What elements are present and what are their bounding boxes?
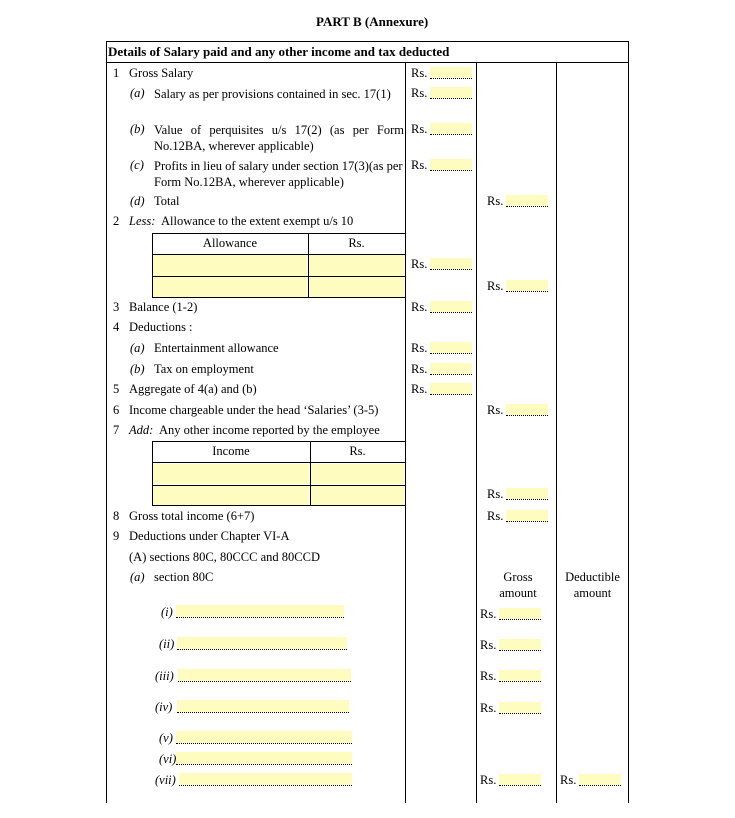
item-9-label: Deductions under Chapter VI-A <box>129 529 290 543</box>
amount-field[interactable] <box>499 774 541 786</box>
amount-field[interactable] <box>499 639 541 651</box>
income-row-2-amount[interactable] <box>311 486 405 505</box>
currency-label: Rs. <box>487 509 504 523</box>
amount-field[interactable] <box>430 67 472 79</box>
allow-rs-header: Rs. <box>348 236 365 250</box>
sub-iii-field[interactable] <box>178 669 351 682</box>
amount-field[interactable] <box>430 87 472 99</box>
item-4b-marker: (b) <box>130 362 145 376</box>
allow-table-top <box>152 233 405 234</box>
item-9a-label: section 80C <box>154 570 214 584</box>
currency-label: Rs. <box>480 638 497 652</box>
item-9A-label: (A) sections 80C, 80CCC and 80CCD <box>129 550 320 564</box>
item-8-amount[interactable] <box>487 509 548 524</box>
item-4b-amount[interactable] <box>411 362 472 377</box>
income-rs-header: Rs. <box>349 444 366 458</box>
currency-label: Rs. <box>487 403 504 417</box>
sub-i-amount[interactable] <box>480 607 541 622</box>
sub-iii-amount[interactable] <box>480 669 541 684</box>
item-1a-label: Salary as per provisions contained in sec. 17(1) <box>154 87 391 101</box>
allow-row-2-amount[interactable] <box>309 277 405 297</box>
item-2-less: Less: <box>129 214 156 228</box>
amount-field[interactable] <box>430 123 472 135</box>
sub-v-field[interactable] <box>176 731 352 744</box>
currency-label: Rs. <box>487 487 504 501</box>
item-1c-marker: (c) <box>130 158 144 172</box>
currency-label: Rs. <box>411 122 428 136</box>
amount-field[interactable] <box>506 280 548 292</box>
currency-label: Rs. <box>411 257 428 271</box>
item-1b-amount[interactable] <box>411 122 472 137</box>
sub-iv-field[interactable] <box>177 700 349 713</box>
sub-iv-marker: (iv) <box>155 700 173 714</box>
sub-vi-field[interactable] <box>176 752 352 765</box>
item-5-amount[interactable] <box>411 382 472 397</box>
item-1b-marker: (b) <box>130 122 145 136</box>
allow-left-border <box>152 233 153 297</box>
sub-ii-marker: (ii) <box>159 637 175 651</box>
item-9a-marker: (a) <box>130 570 145 584</box>
amount-field[interactable] <box>430 363 472 375</box>
item-7-total[interactable] <box>487 487 548 502</box>
item-4b-label: Tax on employment <box>154 362 254 376</box>
sub-iii-marker: (iii) <box>155 669 174 683</box>
income-left-border <box>152 441 153 505</box>
allow-row-2-name[interactable] <box>153 277 307 297</box>
right-border <box>628 41 629 803</box>
page-title: PART B (Annexure) <box>316 14 429 29</box>
item-7-label: Any other income reported by the employee <box>159 423 380 437</box>
gross-amount-header: Gross amount <box>499 570 537 600</box>
item-1-label: Gross Salary <box>129 66 194 80</box>
item-2-total[interactable] <box>487 279 548 294</box>
item-1-number: 1 <box>113 66 120 80</box>
item-7-number: 7 <box>113 423 120 437</box>
allow-table-bottom <box>152 297 405 298</box>
item-6-label: Income chargeable under the head ‘Salaries’ (3-5) <box>129 403 379 417</box>
item-4-label: Deductions : <box>129 320 193 334</box>
item-7-add: Add: <box>129 423 154 437</box>
item-8-label: Gross total income (6+7) <box>129 509 255 523</box>
amount-field[interactable] <box>430 301 472 313</box>
currency-label: Rs. <box>411 86 428 100</box>
currency-label: Rs. <box>411 158 428 172</box>
item-6-amount[interactable] <box>487 403 548 418</box>
income-row-1-amount[interactable] <box>311 464 405 484</box>
deductible-amount-header: Deductible amount <box>565 570 620 600</box>
income-col-divider <box>310 441 311 505</box>
currency-label: Rs. <box>411 362 428 376</box>
amount-field[interactable] <box>430 342 472 354</box>
currency-label: Rs. <box>487 279 504 293</box>
col-divider-2 <box>476 62 477 803</box>
currency-label: Rs. <box>480 773 497 787</box>
amount-field[interactable] <box>499 608 541 620</box>
amount-field[interactable] <box>499 670 541 682</box>
income-row-2-name[interactable] <box>153 486 309 505</box>
allow-row-1-amount[interactable] <box>309 255 405 276</box>
item-4a-label: Entertainment allowance <box>154 341 279 355</box>
currency-label: Rs. <box>487 194 504 208</box>
income-table-top <box>152 441 405 442</box>
currency-label: Rs. <box>411 300 428 314</box>
currency-label: Rs. <box>411 382 428 396</box>
sub-vii-marker: (vii) <box>155 773 176 787</box>
income-col-header: Income <box>212 444 250 458</box>
amount-field[interactable] <box>506 404 548 416</box>
amount-field[interactable] <box>506 510 548 522</box>
table-top-border <box>106 41 629 42</box>
item-1d-label: Total <box>154 194 180 208</box>
income-row-1-name[interactable] <box>153 464 309 484</box>
allow-col-divider <box>308 233 309 297</box>
item-1d-marker: (d) <box>130 194 145 208</box>
currency-label: Rs. <box>411 66 428 80</box>
item-2-number: 2 <box>113 214 120 228</box>
sub-ii-field[interactable] <box>177 637 347 650</box>
header-bottom-border <box>106 62 629 63</box>
item-8-number: 8 <box>113 509 120 523</box>
item-1d-amount[interactable] <box>487 194 548 209</box>
sub-vii-deductible-amount[interactable] <box>560 773 621 788</box>
item-5-number: 5 <box>113 382 120 396</box>
sub-ii-amount[interactable] <box>480 638 541 653</box>
col-divider-1 <box>405 62 406 803</box>
item-1b-label: Value of perquisites u/s 17(2) (as per Form No.12BA, wherever applicable) <box>154 123 404 153</box>
item-4-number: 4 <box>113 320 120 334</box>
col-divider-3 <box>556 62 557 803</box>
currency-label: Rs. <box>480 669 497 683</box>
sub-v-marker: (v) <box>159 731 173 745</box>
item-1c-amount[interactable] <box>411 158 472 173</box>
sub-vii-field[interactable] <box>179 773 352 786</box>
item-3-number: 3 <box>113 300 120 314</box>
item-1a-marker: (a) <box>130 86 145 100</box>
item-3-label: Balance (1-2) <box>129 300 198 314</box>
sub-i-marker: (i) <box>161 605 173 619</box>
table-header: Details of Salary paid and any other income and tax deducted <box>108 44 450 59</box>
item-4a-amount[interactable] <box>411 341 472 356</box>
item-3-amount[interactable] <box>411 300 472 315</box>
sub-vii-gross-amount[interactable] <box>480 773 541 788</box>
currency-label: Rs. <box>560 773 577 787</box>
sub-vi-marker: (vi) <box>159 752 177 766</box>
allow-row-1-name[interactable] <box>153 255 307 276</box>
amount-field[interactable] <box>506 195 548 207</box>
left-border <box>106 41 107 803</box>
sub-i-field[interactable] <box>176 605 344 618</box>
sub-iv-amount[interactable] <box>480 701 541 716</box>
item-1c-label: Profits in lieu of salary under section 17(3)(as per Form No.12BA, wherever applicable) <box>154 159 403 189</box>
item-2-label: Allowance to the extent exempt u/s 10 <box>161 214 354 228</box>
item-6-number: 6 <box>113 403 120 417</box>
item-2-subtotal[interactable] <box>411 257 472 272</box>
item-1-amount[interactable] <box>411 66 472 81</box>
item-5-label: Aggregate of 4(a) and (b) <box>129 382 257 396</box>
currency-label: Rs. <box>480 701 497 715</box>
amount-field[interactable] <box>506 488 548 500</box>
currency-label: Rs. <box>480 607 497 621</box>
amount-field[interactable] <box>499 702 541 714</box>
item-1a-amount[interactable] <box>411 86 472 101</box>
currency-label: Rs. <box>411 341 428 355</box>
item-4a-marker: (a) <box>130 341 145 355</box>
income-header-bottom <box>152 462 405 463</box>
allow-col-header: Allowance <box>202 236 258 250</box>
amount-field[interactable] <box>579 774 621 786</box>
amount-field[interactable] <box>430 258 472 270</box>
income-table-bottom <box>152 505 405 506</box>
amount-field[interactable] <box>430 383 472 395</box>
amount-field[interactable] <box>430 159 472 171</box>
item-9-number: 9 <box>113 529 120 543</box>
